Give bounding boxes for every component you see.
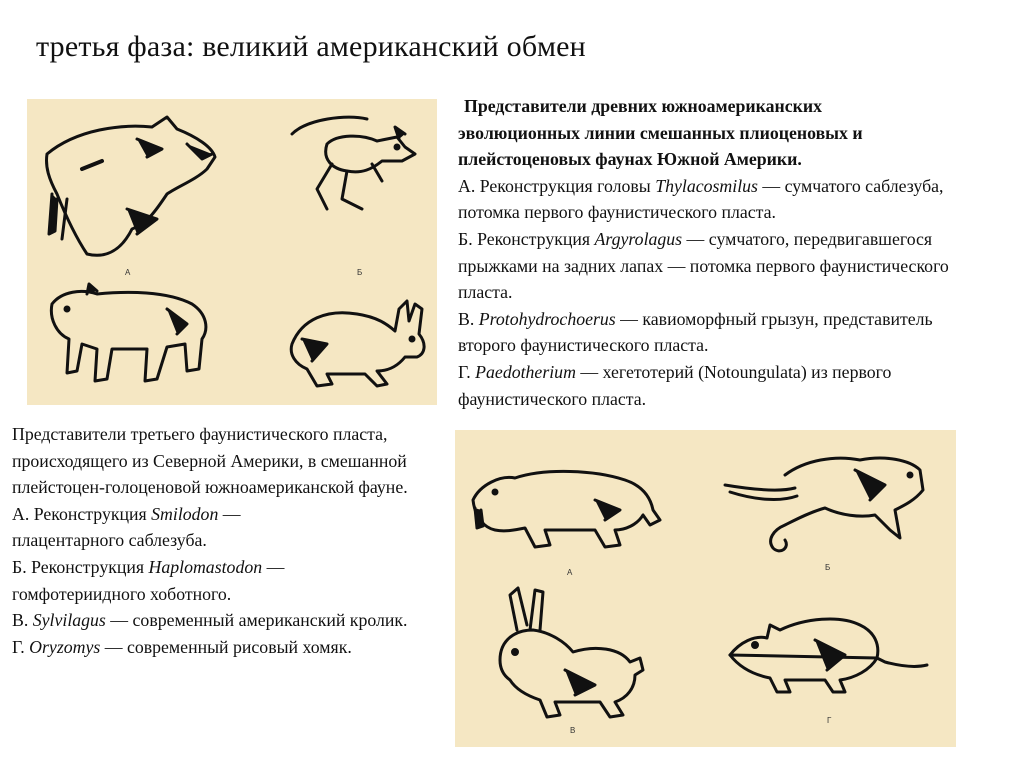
slide-title: третья фаза: великий американский обмен [36, 30, 586, 63]
svg-text:Б: Б [357, 268, 363, 277]
svg-text:А: А [125, 268, 131, 277]
lower-caption-item-d: Г. Oryzomys — современный рисовый хомяк. [12, 636, 352, 657]
upper-illustration [27, 99, 437, 405]
argyrolagus-drawing [292, 117, 415, 209]
smilodon-drawing [473, 471, 660, 547]
upper-caption-item-a: А. Реконструкция головы Thylacosmilus — сумчатого саблезуба, потомка первого фаунистического пласта. [458, 175, 944, 223]
lower-caption-intro: Представители третьего фаунистического пласта, происходящего из Северной Америки, в смешанной плейстоцен-голоценовой южноамериканской фауне. [12, 424, 408, 498]
upper-caption-item-c: В. Protohydrochoerus — кавиоморфный грызун, представитель второго фаунистического пласта. [458, 308, 933, 356]
upper-caption-heading-line: эволюционных линии смешанных плиоценовых и [458, 122, 863, 143]
paedotherium-drawing [291, 301, 424, 386]
lower-caption-item-b: Б. Реконструкция Haplomastodon — гомфотериидного хоботного. [12, 556, 285, 604]
haplomastodon-drawing [725, 458, 923, 551]
svg-text:Б: Б [825, 563, 831, 572]
thylacosmilus-head-drawing [46, 117, 215, 255]
upper-caption-heading-line: плейстоценовых фаунах Южной Америки. [458, 149, 802, 170]
svg-text:В: В [570, 726, 576, 735]
svg-text:Г: Г [827, 716, 832, 725]
sylvilagus-drawing [500, 588, 643, 717]
lower-illustration [455, 430, 956, 747]
lower-caption-item-c: В. Sylvilagus — современный американский кролик. [12, 610, 408, 631]
upper-caption [458, 93, 998, 412]
upper-caption-item-b: Б. Реконструкция Argyrolagus — сумчатого, передвигавшегося прыжками на задних лапах — потомка первого фаунистического пласта. [458, 228, 949, 303]
upper-caption-item-d: Г. Paedotherium — хегетотерий (Notoungulata) из первого фаунистического пласта. [458, 361, 892, 409]
upper-caption-heading-line: Представители древних южноамериканских [464, 96, 823, 116]
protohydrochoerus-drawing [51, 284, 206, 381]
svg-text:А: А [567, 568, 573, 577]
lower-caption-item-a: А. Реконструкция Smilodon — плацентарного саблезуба. [12, 503, 241, 551]
lower-caption [12, 421, 452, 660]
oryzomys-drawing [730, 619, 927, 692]
